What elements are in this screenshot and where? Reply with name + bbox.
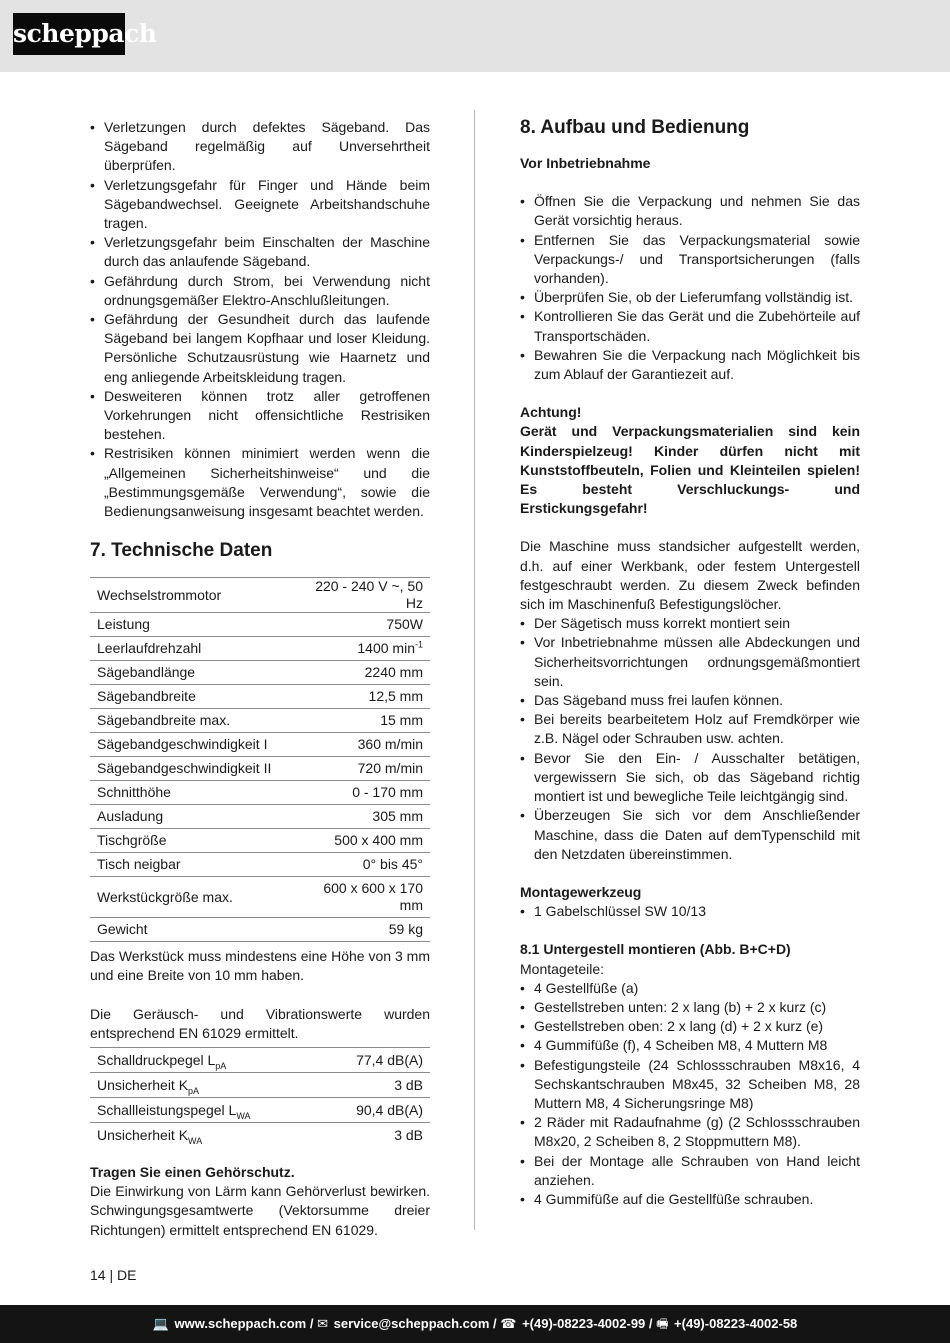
table-row	[90, 1048, 430, 1073]
rpm-value: 1400 min	[357, 640, 415, 657]
footer-mail: service@scheppach.com /	[333, 1316, 497, 1331]
list-item: • 4 Gestellfüße (a)	[520, 979, 860, 998]
table-cell-label: Sägebandgeschwindigkeit I	[90, 733, 303, 757]
table-cell-value: 90,4 dB(A)	[323, 1098, 430, 1123]
list-item: • Bewahren Sie die Verpackung nach Möglichkeit bis zum Ablauf der Garantiezeit auf.	[520, 346, 860, 384]
table-row	[90, 1123, 430, 1148]
list-item: • 2 Räder mit Radaufnahme (g) (2 Schlossschrauben M8x20, 2 Scheiben 8, 2 Stoppmuttern M8).	[520, 1113, 860, 1151]
table-row	[90, 829, 430, 853]
list-item: • Verletzungsgefahr für Finger und Hände beim Sägebandwechsel. Geeignete Arbeitshandschuhe tragen.	[90, 176, 430, 234]
table-row	[90, 781, 430, 805]
tool-heading: Montagewerkzeug	[520, 883, 642, 900]
list-item: • 4 Gummifüße auf die Gestellfüße schrauben.	[520, 1190, 860, 1209]
list-item: • Desweiteren können trotz aller getroffenen Vorkehrungen nicht offensichtliche Restrisiken bestehen.	[90, 387, 430, 445]
noise-label: Schalldruckpegel L	[97, 1051, 216, 1068]
table-cell-label: Ausladung	[90, 805, 303, 829]
table-cell-value: 0 - 170 mm	[303, 781, 430, 805]
noise-sub: pA	[215, 1060, 227, 1071]
table-row	[90, 1098, 430, 1123]
list-item: • Gestellstreben unten: 2 x lang (b) + 2 x kurz (c)	[520, 998, 860, 1017]
section-heading-tech-data: 7. Technische Daten	[90, 540, 273, 562]
warning-text: Gerät und Verpackungsmaterialien sind kein Kinderspielzeug! Kinder dürfen nicht mit Kunststoffbeuteln, Folien und Kleinteilen spielen! Es besteht Verschluckungs- und Erstickungsgefahr!	[520, 423, 860, 517]
hearing-protection-text: Die Einwirkung von Lärm kann Gehörverlust bewirken. Schwingungsgesamtwerte (Vektorsumme dreier Richtungen) ermittelt entsprechend EN 61029.	[90, 1183, 430, 1238]
table-cell-value: 77,4 dB(A)	[323, 1048, 430, 1073]
parts-label: Montageteile:	[520, 960, 605, 977]
risk-list	[90, 118, 430, 521]
table-cell-label: Tischgröße	[90, 829, 303, 853]
table-cell-value: 15 mm	[303, 709, 430, 733]
table-row	[90, 578, 430, 613]
noise-label: Unsicherheit K	[97, 1126, 189, 1143]
table-cell-value: 12,5 mm	[303, 685, 430, 709]
table-cell-value: 3 dB	[394, 1126, 423, 1143]
table-row	[90, 637, 430, 661]
table-cell-label: Werkstückgröße max.	[90, 877, 303, 918]
footer-web: www.scheppach.com /	[174, 1316, 314, 1331]
list-item: • Gefährdung der Gesundheit durch das laufende Sägeband bei langem Kopfhaar und loser Kleidung. Persönliche Schutzausrüstung wie Haarnetz und eng anliegende Arbeitskleidung tragen.	[90, 310, 430, 387]
table-cell-label: Leistung	[90, 613, 303, 637]
list-item: • Überprüfen Sie, ob der Lieferumfang vollständig ist.	[520, 288, 860, 307]
list-item: • Bei bereits bearbeitetem Holz auf Fremdkörper wie z.B. Nägel oder Schrauben usw. achten.	[520, 710, 860, 748]
tool-list	[520, 902, 860, 921]
table-cell-label: Sägebandbreite	[90, 685, 303, 709]
table-cell-label: Sägebandgeschwindigkeit II	[90, 757, 303, 781]
table-cell-value	[303, 637, 430, 661]
list-item: • 4 Gummifüße (f), 4 Scheiben M8, 4 Muttern M8	[520, 1036, 860, 1055]
fax-icon: 🖷	[656, 1316, 669, 1331]
table-cell-value: 3 dB	[323, 1073, 430, 1098]
table-cell-value: 220 - 240 V ~, 50 Hz	[303, 578, 430, 613]
hearing-protection-heading: Tragen Sie einen Gehörschutz.	[90, 1164, 295, 1181]
noise-intro: Die Geräusch- und Vibrationswerte wurden entsprechend EN 61029 ermittelt.	[90, 1005, 430, 1041]
table-row	[90, 1073, 430, 1098]
table-cell-label: Wechselstrommotor	[90, 578, 303, 613]
list-item: • Kontrollieren Sie das Gerät und die Zubehörteile auf Transportschäden.	[520, 307, 860, 345]
table-row	[90, 877, 430, 918]
noise-sub: WA	[236, 1110, 251, 1121]
before-startup-list	[520, 192, 860, 384]
table-row	[90, 805, 430, 829]
table-row	[90, 853, 430, 877]
warning-title: Achtung!	[520, 404, 582, 421]
table-cell-value: 750W	[303, 613, 430, 637]
list-item: • Der Sägetisch muss korrekt montiert sein	[520, 614, 860, 633]
table-cell-value: 720 m/min	[303, 757, 430, 781]
table-row	[90, 709, 430, 733]
stand-list	[520, 614, 860, 864]
noise-label: Unsicherheit K	[97, 1076, 189, 1093]
subsection-heading: 8.1 Untergestell montieren (Abb. B+C+D)	[520, 941, 791, 958]
table-cell-value: 0° bis 45°	[303, 853, 430, 877]
table-row	[90, 733, 430, 757]
list-item: • Das Sägeband muss frei laufen können.	[520, 691, 860, 710]
footer-fax: +(49)-08223-4002-58	[674, 1316, 798, 1331]
table-cell-label: Gewicht	[90, 918, 303, 942]
table-cell-value: 360 m/min	[303, 733, 430, 757]
list-item: • Öffnen Sie die Verpackung und nehmen Sie das Gerät vorsichtig heraus.	[520, 192, 860, 230]
table-cell-label	[90, 1048, 323, 1073]
list-item: • Verletzungsgefahr beim Einschalten der Maschine durch das anlaufende Sägeband.	[90, 233, 430, 271]
list-item: • Vor Inbetriebnahme müssen alle Abdeckungen und Sicherheitsvorrichtungen ordnungsgemäßmontiert sein.	[520, 633, 860, 691]
table-cell-label	[90, 1073, 323, 1098]
table-cell-label: Sägebandlänge	[90, 661, 303, 685]
table-row	[90, 918, 430, 942]
footer-phone: +(49)-08223-4002-99 /	[522, 1316, 653, 1331]
list-item: • Restrisiken können minimiert werden wenn die „Allgemeinen Sicherheitshinweise“ und die „Bestimmungsgemäße Verwendung“, sowie die Bedienungsanweisung insgesamt beachtet werden.	[90, 444, 430, 521]
stand-text: Die Maschine muss standsicher aufgestellt werden, d.h. auf einer Werkbank, oder festem Untergestell festgeschraubt werden. Zu diesem Zweck befinden sich im Maschinenfuß Befestigungslöcher.	[520, 538, 860, 613]
table-cell-label	[90, 1123, 323, 1148]
list-item: • Gestellstreben oben: 2 x lang (d) + 2 x kurz (e)	[520, 1017, 860, 1036]
list-item: • Entfernen Sie das Verpackungsmaterial sowie Verpackungs-/ und Transportsicherungen (falls vorhanden).	[520, 231, 860, 289]
table-cell-value: 600 x 600 x 170 mm	[303, 877, 430, 918]
before-startup-heading: Vor Inbetriebnahme	[520, 155, 651, 171]
table-row	[90, 613, 430, 637]
list-item: • Überzeugen Sie sich vor dem Anschließender Maschine, dass die Daten auf demTypenschild mit den Netzdaten übereinstimmen.	[520, 806, 860, 864]
list-item: • Befestigungsteile (24 Schlossschrauben M8x16, 4 Sechskantschrauben M8x45, 32 Scheiben M8, 28 Muttern M8, 4 Sicherungsringe M8)	[520, 1056, 860, 1114]
tech-data-table	[90, 577, 430, 942]
table-row	[90, 757, 430, 781]
rpm-exponent: -1	[414, 639, 423, 650]
page-footer	[0, 1305, 950, 1343]
parts-list	[520, 979, 860, 1209]
table-cell-label: Tisch neigbar	[90, 853, 303, 877]
noise-sub: WA	[188, 1135, 203, 1146]
phone-icon: ☎	[500, 1316, 517, 1331]
table-cell-value: 2240 mm	[303, 661, 430, 685]
page-header	[0, 0, 950, 72]
table-cell-label: Schnitthöhe	[90, 781, 303, 805]
list-item: • Bevor Sie den Ein- / Ausschalter betätigen, vergewissern Sie sich, ob das Sägeband richtig montiert ist und bewegliche Teile leichtgängig sind.	[520, 749, 860, 807]
list-item: • 1 Gabelschlüssel SW 10/13	[520, 902, 860, 921]
noise-label: Schallleistungspegel L	[97, 1101, 237, 1118]
section-heading-assembly: 8. Aufbau und Bedienung	[520, 117, 750, 138]
list-item: • Bei der Montage alle Schrauben von Hand leicht anziehen.	[520, 1152, 860, 1190]
scheppach-logo: scheppach	[13, 13, 125, 55]
page-number: 14 | DE	[90, 1267, 137, 1283]
workpiece-note: Das Werkstück muss mindestens eine Höhe von 3 mm und eine Breite von 10 mm haben.	[90, 948, 430, 984]
list-item: • Verletzungen durch defektes Sägeband. Das Sägeband regelmäßig auf Unversehrtheit überprüfen.	[90, 118, 430, 176]
list-item: • Gefährdung durch Strom, bei Verwendung nicht ordnungsgemäßer Elektro-Anschlußleitungen.	[90, 272, 430, 310]
table-cell-value: 59 kg	[303, 918, 430, 942]
right-column	[520, 118, 860, 1209]
computer-icon: 💻	[152, 1316, 169, 1331]
table-cell-value: 305 mm	[303, 805, 430, 829]
column-divider	[474, 110, 475, 1230]
table-row	[90, 661, 430, 685]
left-column	[90, 118, 430, 1240]
table-row	[90, 685, 430, 709]
mail-icon: ✉	[317, 1316, 328, 1331]
noise-table	[90, 1047, 430, 1147]
table-cell-label: Leerlaufdrehzahl	[90, 637, 303, 661]
table-cell-value: 500 x 400 mm	[303, 829, 430, 853]
table-cell-label: Sägebandbreite max.	[90, 709, 303, 733]
noise-sub: pA	[188, 1085, 200, 1096]
table-cell-label	[90, 1098, 323, 1123]
